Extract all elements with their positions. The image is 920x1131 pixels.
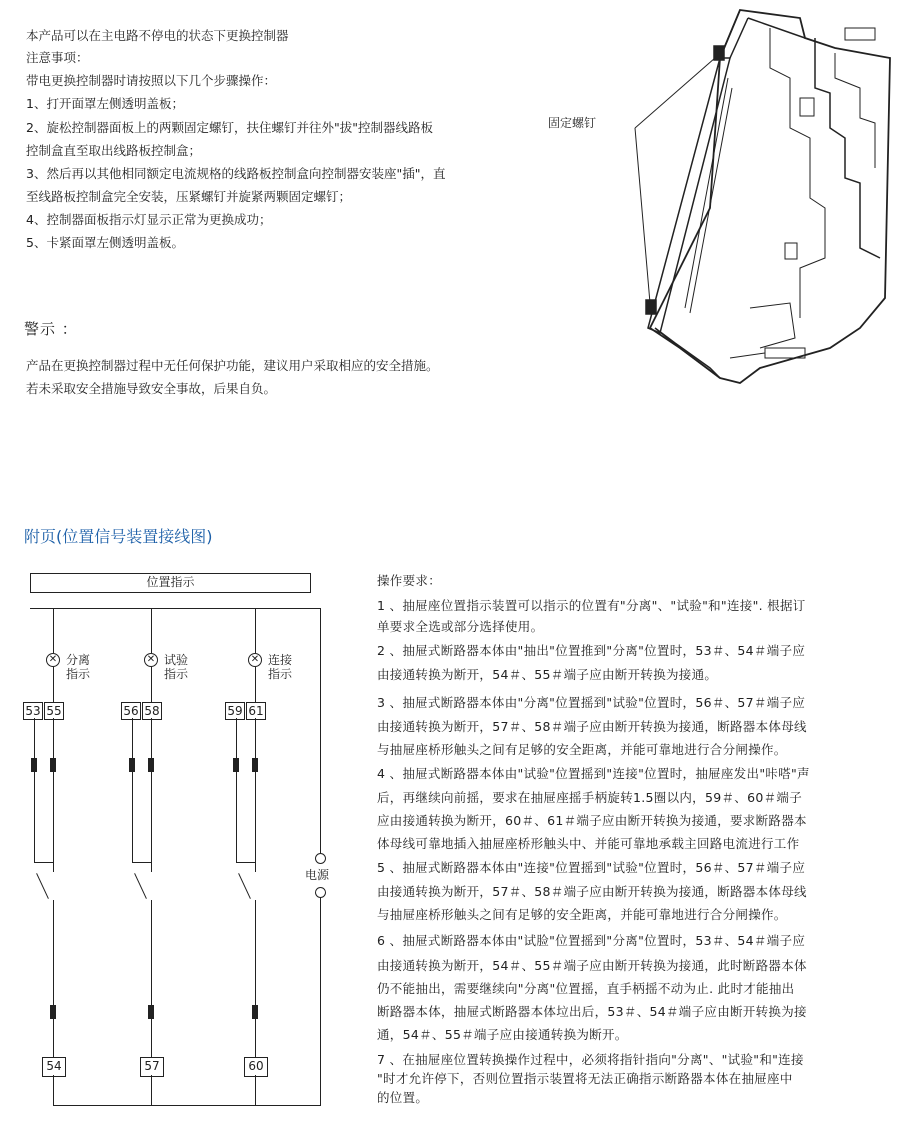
requirement-line: 体母线可靠地插入抽屉座桥形触头中、并能可靠地承载主回路电流进行工作 bbox=[377, 836, 800, 851]
branch-line bbox=[255, 900, 256, 1005]
requirement-line: 2 、抽屉式断路器本体由"抽出"位置推到"分离"位置时，53＃、54＃端子应 bbox=[377, 643, 806, 658]
branch-line bbox=[34, 862, 53, 863]
requirement-line: 的位置。 bbox=[377, 1090, 429, 1105]
warning-title: 警示 ： bbox=[24, 320, 78, 338]
branch-line bbox=[151, 900, 152, 1005]
requirement-line: 单要求全选或部分选择使用。 bbox=[377, 619, 544, 634]
right-bus bbox=[320, 608, 321, 860]
requirement-line: 应由接通转换为断开，60＃、61＃端子应由断开转换为接通，要求断路器本 bbox=[377, 813, 807, 828]
contact-icon bbox=[148, 1005, 154, 1019]
branch-line bbox=[53, 718, 54, 758]
indicator-label: 试验 bbox=[164, 653, 189, 667]
branch-line bbox=[132, 862, 151, 863]
terminal: 57 bbox=[140, 1057, 164, 1077]
requirement-line: 通，54＃、55＃端子应由接通转换为断开。 bbox=[377, 1027, 628, 1042]
terminal: 60 bbox=[244, 1057, 268, 1077]
warning-line: 若未采取安全措施导致安全事故，后果自负。 bbox=[26, 381, 277, 396]
switch-icon bbox=[36, 873, 49, 899]
requirement-line: 由接通转换为断开，54＃、55＃端子应由断开转换为接通，此时断路器本体 bbox=[377, 958, 807, 973]
branch-line bbox=[151, 608, 152, 653]
power-label: 电源 bbox=[305, 868, 330, 882]
switch-icon bbox=[134, 873, 147, 899]
bottom-bus bbox=[53, 1105, 321, 1106]
branch-line bbox=[151, 772, 152, 872]
contact-icon bbox=[31, 758, 37, 772]
intro-line: 1、打开面罩左侧透明盖板； bbox=[26, 96, 184, 111]
requirement-line: 1 、抽屉座位置指示装置可以指示的位置有"分离"、"试验"和"连接". 根据订 bbox=[377, 598, 806, 613]
branch-line bbox=[132, 772, 133, 862]
requirement-line: 6 、抽屉式断路器本体由"试脸"位置摇到"分离"位置时，53＃、54＃端子应 bbox=[377, 933, 806, 948]
contact-icon bbox=[252, 1005, 258, 1019]
screw-callout: 固定螺钉 bbox=[548, 116, 597, 130]
controller-drawing bbox=[560, 8, 900, 398]
branch-line bbox=[255, 772, 256, 872]
requirement-line: 4 、抽屉式断路器本体由"试验"位置摇到"连接"位置时，抽屉座发出"咔嗒"声 bbox=[377, 766, 810, 781]
contact-icon bbox=[252, 758, 258, 772]
requirement-line: 断路器本体，抽屉式断路器本体垃出后，53＃、54＃端子应由断开转换为接 bbox=[377, 1004, 807, 1019]
branch-line bbox=[151, 1075, 152, 1105]
contact-icon bbox=[233, 758, 239, 772]
requirement-line: 7 、在抽屉座位置转换操作过程中，必须将指针指向"分离"、"试验"和"连接 bbox=[377, 1052, 804, 1067]
requirement-line: 与抽屉座桥形触头之间有足够的安全距离，并能可靠地进行合分闸操作。 bbox=[377, 907, 787, 922]
indicator-lamp-icon: ✕ bbox=[144, 653, 158, 667]
power-terminal-top bbox=[315, 853, 326, 864]
terminal: 56 bbox=[121, 702, 141, 720]
indicator-lamp-icon: ✕ bbox=[46, 653, 60, 667]
requirement-line: 5 、抽屉式断路器本体由"连接"位置摇到"试验"位置时，56＃、57＃端子应 bbox=[377, 860, 806, 875]
indicator-label: 指示 bbox=[268, 667, 293, 681]
indicator-label: 分离 bbox=[66, 653, 91, 667]
branch-line bbox=[53, 900, 54, 1005]
branch-line bbox=[34, 772, 35, 862]
branch-line bbox=[34, 718, 35, 758]
requirement-line: 后，再继续向前摇，要求在抽屉座摇手柄旋转1.5圈以内，59＃、60＃端子 bbox=[377, 790, 802, 805]
position-indicator-header: 位置指示 bbox=[30, 573, 311, 593]
branch-line bbox=[255, 608, 256, 653]
requirement-line: 由接通转换为断开，57＃、58＃端子应由断开转换为接通，断路器本体母线 bbox=[377, 884, 807, 899]
contact-icon bbox=[50, 1005, 56, 1019]
branch-line bbox=[53, 667, 54, 702]
branch-line bbox=[53, 772, 54, 872]
branch-line bbox=[53, 1019, 54, 1057]
switch-icon bbox=[238, 873, 251, 899]
branch-line bbox=[151, 667, 152, 702]
requirement-line: 由接通转换为断开，54＃、55＃端子应由断开转换为接通。 bbox=[377, 667, 718, 682]
intro-line: 5、卡紧面罩左侧透明盖板。 bbox=[26, 235, 184, 250]
requirement-line: 与抽屉座桥形触头之间有足够的安全距离，并能可靠地进行合分闸操作。 bbox=[377, 742, 787, 757]
branch-line bbox=[151, 718, 152, 758]
indicator-label: 连接 bbox=[268, 653, 293, 667]
intro-line: 2、旋松控制器面板上的两颗固定螺钉，扶住螺钉并往外"拔"控制器线路板 bbox=[26, 120, 433, 135]
power-terminal-bottom bbox=[315, 887, 326, 898]
branch-line bbox=[53, 608, 54, 653]
requirement-line: "时才允许停下，否则位置指示装置将无法正确指示断路器本体在抽屉座中 bbox=[377, 1071, 793, 1086]
branch-line bbox=[255, 667, 256, 702]
terminal: 54 bbox=[42, 1057, 66, 1077]
terminal: 59 bbox=[225, 702, 245, 720]
contact-icon bbox=[148, 758, 154, 772]
terminal: 61 bbox=[246, 702, 266, 720]
contact-icon bbox=[129, 758, 135, 772]
intro-line: 4、控制器面板指示灯显示正常为更换成功； bbox=[26, 212, 272, 227]
terminal: 53 bbox=[23, 702, 43, 720]
warning-line: 产品在更换控制器过程中无任何保护功能，建议用户采取相应的安全措施。 bbox=[26, 358, 439, 373]
branch-line bbox=[151, 1019, 152, 1057]
intro-line: 控制盒直至取出线路板控制盒； bbox=[26, 143, 202, 158]
branch-line bbox=[236, 718, 237, 758]
contact-icon bbox=[50, 758, 56, 772]
intro-line: 至线路板控制盒完全安装，压紧螺钉并旋紧两颗固定螺钉； bbox=[26, 189, 352, 204]
branch-line bbox=[132, 718, 133, 758]
branch-line bbox=[255, 1075, 256, 1105]
branch-line bbox=[255, 1019, 256, 1057]
intro-line: 3、然后再以其他相同额定电流规格的线路板控制盒向控制器安装座"插"，直 bbox=[26, 166, 446, 181]
branch-line bbox=[236, 772, 237, 862]
right-bus bbox=[320, 895, 321, 1105]
intro-line: 本产品可以在主电路不停电的状态下更换控制器 bbox=[26, 28, 289, 43]
indicator-label: 指示 bbox=[66, 667, 91, 681]
terminal: 55 bbox=[44, 702, 64, 720]
intro-line: 注意事项： bbox=[26, 50, 89, 65]
terminal: 58 bbox=[142, 702, 162, 720]
branch-line bbox=[236, 862, 255, 863]
requirement-line: 操作要求： bbox=[377, 573, 442, 588]
requirement-line: 3 、抽屉式断路器本体由"分离"位置摇到"试验"位置时，56＃、57＃端子应 bbox=[377, 695, 806, 710]
top-bus bbox=[30, 608, 320, 609]
branch-line bbox=[255, 718, 256, 758]
requirement-line: 由接通转换为断开，57＃、58＃端子应由断开转换为接通，断路器本体母线 bbox=[377, 719, 807, 734]
appendix-title: 附页(位置信号装置接线图) bbox=[24, 527, 213, 546]
branch-line bbox=[53, 1075, 54, 1105]
requirement-line: 仍不能抽出，需要继续向"分离"位置摇，直手柄摇不动为止. 此时才能抽出 bbox=[377, 981, 795, 996]
indicator-lamp-icon: ✕ bbox=[248, 653, 262, 667]
intro-line: 带电更换控制器时请按照以下几个步骤操作： bbox=[26, 73, 277, 88]
indicator-label: 指示 bbox=[164, 667, 189, 681]
